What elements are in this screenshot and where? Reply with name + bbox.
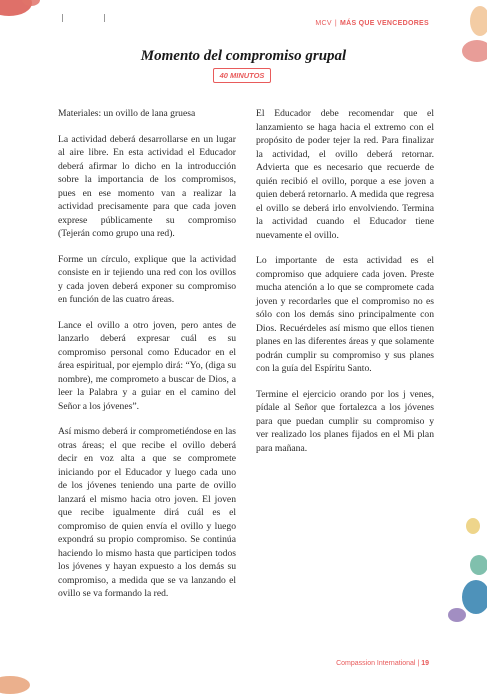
footer-separator: |	[417, 660, 420, 667]
page-number: 19	[421, 660, 429, 667]
watercolor-splash-right-bottom-purple	[448, 608, 466, 622]
paragraph: Termine el ejercicio orando por los j venes, pídale al Señor que fortalezca a los jóvenes para que puedan cumplir su compromiso y ver realizado los planes fijados en el Mi plan para mañana.	[256, 388, 434, 454]
header-separator: |	[334, 20, 337, 27]
paragraph: Lance el ovillo a otro joven, pero antes de lanzarlo deberá expresar cuál es su compromiso personal como Educador en el área espiritual, por ejemplo dirá: “Yo, (diga su nombre), me comprometo a buscar de Dios, a leer la Palabra y a guiar en el camino del Señor a los jóvenes”.	[58, 319, 236, 412]
paragraph: Materiales: un ovillo de lana gruesa	[58, 108, 196, 119]
right-column	[256, 107, 434, 467]
decorative-tick-2	[104, 14, 105, 22]
paragraph: La actividad deberá desarrollarse en un lugar al aire libre. En esta actividad el Educador deberá afirmar lo dicho en la introducción sobre la importancia de los compromisos, pues en ese momento van a realizar la actividad precisamente para que cada joven exprese públicamente su compromiso (Tejerán como grupo una red).	[58, 133, 236, 239]
watercolor-splash-bottom-left	[0, 676, 30, 694]
watercolor-splash-right-bottom-green	[470, 555, 487, 575]
left-column	[58, 107, 236, 613]
paragraph: Lo importante de esta actividad es el compromiso que adquiere cada joven. Preste mucha atención a lo que se compromete cada joven y recordarles que el compromiso no es sólo con los demás sino principalmente con Dios. Recuérdeles así mismo que ellos tienen planes en las diferentes áreas y que solamente podrán cumplir su compromiso y sus planes con la guía del Espíritu Santo.	[256, 255, 434, 374]
running-header	[315, 20, 429, 27]
watercolor-splash-right-bottom-blue	[462, 580, 487, 614]
decorative-tick-1	[62, 14, 63, 22]
watercolor-splash-right-top	[470, 6, 487, 36]
paragraph: Forme un círculo, explique que la actividad consiste en ir tejiendo una red con los ovillos y cada joven deberá exponer su compromiso en función de las cuatro áreas.	[58, 253, 236, 305]
paragraph: El Educador debe recomendar que el lanzamiento se haga hacia el extremo con el propósito de poder tejer la red. Para finalizar la actividad, el ovillo deberá retornar. Advierta que es necesario que recuerde de quién recibió el ovillo, porque a ese joven a quien deberá retornarlo. A medida que regresa el ovillo se deberá irlo envolviendo. Termina la actividad cuando el Educador tiene nuevamente el ovillo.	[256, 108, 434, 241]
header-section: MÁS QUE VENCEDORES	[339, 20, 429, 27]
header-series: MCV	[315, 20, 332, 27]
watercolor-splash-right-bottom-yellow	[466, 518, 480, 534]
page-title: Momento del compromiso grupal	[140, 48, 347, 64]
paragraph: Así mismo deberá ir comprometiéndose en las otras áreas; el que recibe el ovillo deberá decir en voz alta a que se compromete iniciando por el Educador y luego cada uno de los jóvenes teniendo una parte de ovillo lanzará el mismo hacia otro joven. El joven que recibe igualmente dirá cuál es el compromiso de quien envía el ovillo y luego expondrá su propio compromiso. Se continúa haciendo lo mismo hasta que participen todos los jóvenes y hayan expuesto a los demás su compromiso, a medida que se va lanzando el ovillo se va formando la red.	[58, 426, 236, 599]
footer-org: Compassion International	[336, 660, 416, 667]
duration-badge: 40 MINUTOS	[213, 68, 271, 83]
page-footer	[336, 660, 429, 667]
